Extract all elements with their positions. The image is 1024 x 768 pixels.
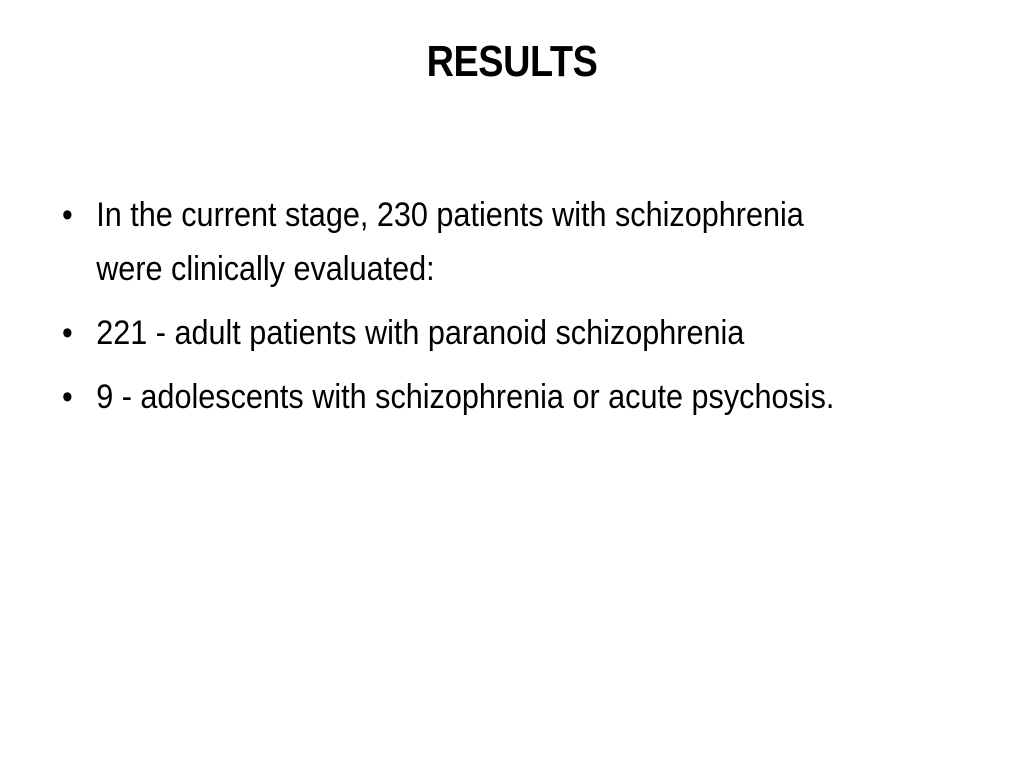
bullet-icon: • xyxy=(62,314,73,352)
bullet-list xyxy=(62,188,942,434)
bullet-text: In the current stage, 230 patients with schizophrenia were clinically evaluated: xyxy=(96,196,804,288)
bullet-item-1 xyxy=(62,188,854,296)
bullet-item-3 xyxy=(62,370,854,424)
bullet-text: 9 - adolescents with schizophrenia or acute psychosis. xyxy=(96,378,835,416)
bullet-text: 221 - adult patients with paranoid schizophrenia xyxy=(96,314,745,352)
bullet-item-2 xyxy=(62,306,854,360)
bullet-icon: • xyxy=(62,378,73,416)
bullet-icon: • xyxy=(62,196,73,234)
slide-title: RESULTS xyxy=(426,37,598,86)
